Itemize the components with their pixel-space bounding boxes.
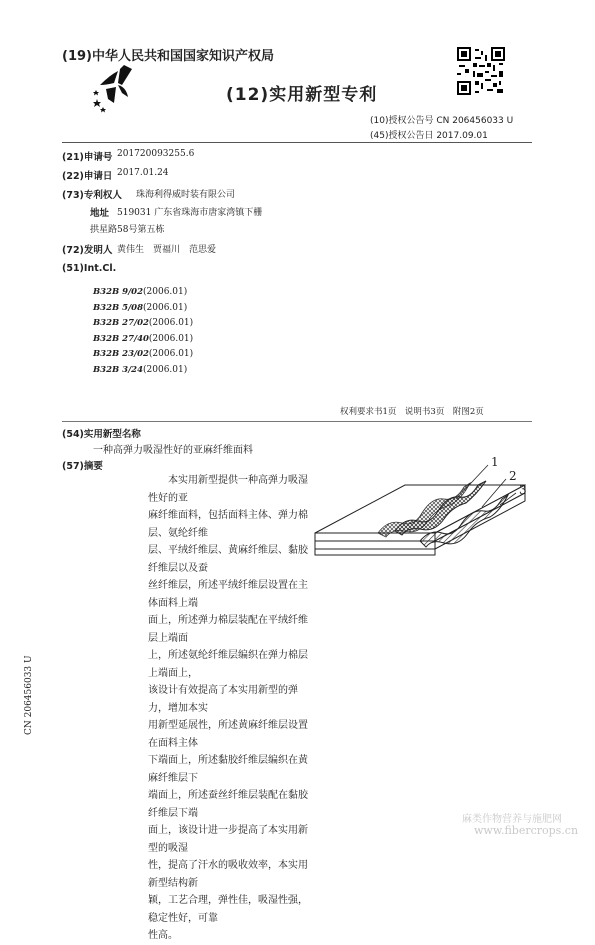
header-divider [62, 142, 532, 143]
ipc-item [93, 341, 193, 357]
filing-date-label: (22)申请日 [62, 171, 113, 182]
ipc-item [93, 295, 193, 311]
address-line-1: 519031 广东省珠海市唐家湾镇下栅 [117, 208, 263, 218]
abstract-line: 面上，该设计进一步提高了本实用新型的吸湿 [148, 825, 308, 854]
office-name: (19)中华人民共和国国家知识产权局 [62, 49, 274, 64]
abstract-line: 颖，工艺合理，弹性佳，吸湿性强，稳定性好，可靠 [148, 895, 308, 924]
abstract-line: 上，所述氨纶纤维层编织在弹力棉层上端面上， [148, 650, 308, 679]
watermark-line-2: www.fibercrops.cn [474, 824, 579, 837]
abstract-line: 该设计有效提高了本实用新型的弹力，增加本实 [148, 685, 298, 714]
ipc-code: B32B 5/08 [93, 302, 144, 313]
abstract-line: 本实用新型提供一种高弹力吸湿性好的亚 [148, 475, 308, 504]
side-publication-code: CN 206456033 U [24, 655, 34, 735]
document-type: (12)实用新型专利 [226, 85, 378, 105]
abstract-line: 层、平绒纤维层、黄麻纤维层、黏胶纤维层以及蚕 [148, 545, 308, 574]
address-line-2: 拱星路58号第五栋 [90, 225, 165, 235]
page-counts: 权利要求书1页 说明书3页 附图2页 [340, 407, 484, 417]
inventors-label: (72)发明人 [62, 245, 113, 256]
watermark-line-1: 麻类作物营养与施肥网 [462, 814, 562, 825]
application-number: 201720093255.6 [117, 149, 195, 159]
ipc-code: B32B 9/02 [93, 287, 144, 297]
ipc-item [93, 279, 193, 295]
abstract-line: 麻纤维面料，包括面料主体、弹力棉层、氨纶纤维 [148, 510, 308, 539]
ipc-list [93, 279, 194, 375]
figure-label-3: 3 [519, 483, 527, 497]
title-label: (54)实用新型名称 [62, 429, 141, 440]
cnipa-logo [92, 63, 144, 113]
application-number-label: (21)申请号 [62, 152, 113, 163]
filing-date: 2017.01.24 [117, 168, 169, 178]
intcl-label: (51)Int.Cl. [62, 263, 117, 274]
utility-model-title: 一种高弹力吸湿性好的亚麻纤维面料 [93, 445, 253, 456]
ipc-version: (2006.01) [143, 287, 188, 297]
abstract-line: 下端面上，所述黏胶纤维层编织在黄麻纤维层下 [148, 755, 308, 784]
ipc-item [93, 326, 193, 342]
fabric-layer-figure [310, 455, 535, 570]
ipc-version: (2006.01) [143, 302, 188, 313]
ipc-version: (2006.01) [148, 333, 194, 344]
ipc-code: B32B 23/02 [93, 349, 149, 359]
abstract-line: 性高。 [148, 930, 178, 941]
ipc-item [93, 310, 193, 326]
ipc-version: (2006.01) [148, 349, 194, 359]
abstract-line: 性，提高了汗水的吸收效率，本实用新型结构新 [148, 860, 308, 889]
patentee-label: (73)专利权人 [62, 190, 122, 201]
ipc-code: B32B 3/24 [93, 364, 144, 375]
abstract-body [148, 472, 308, 945]
inventors: 黄伟生 贾福川 范思爱 [117, 245, 217, 255]
publication-date: (45)授权公告日 2017.09.01 [370, 131, 488, 141]
ipc-version: (2006.01) [148, 318, 194, 328]
patentee: 珠海利得威时装有限公司 [136, 190, 236, 200]
abstract-line: 丝纤维层，所述平绒纤维层设置在主体面料上端 [148, 580, 308, 609]
qr-code [455, 45, 507, 97]
ipc-version: (2006.01) [143, 364, 188, 375]
abstract-line: 端面上，所述蚕丝纤维层装配在黏胶纤维层下端 [148, 790, 308, 819]
pages-divider [62, 421, 532, 422]
abstract-label: (57)摘要 [62, 461, 103, 472]
figure-label-2: 2 [509, 469, 517, 483]
address-label: 地址 [90, 208, 110, 219]
figure-label-1: 1 [491, 455, 499, 469]
publication-number: (10)授权公告号 CN 206456033 U [370, 116, 514, 126]
ipc-code: B32B 27/40 [93, 333, 149, 344]
ipc-code: B32B 27/02 [93, 318, 149, 328]
abstract-line: 用新型延展性，所述黄麻纤维层设置在面料主体 [148, 720, 308, 749]
ipc-item [93, 357, 193, 373]
abstract-line: 面上，所述弹力棉层装配在平绒纤维层上端面 [148, 615, 308, 644]
